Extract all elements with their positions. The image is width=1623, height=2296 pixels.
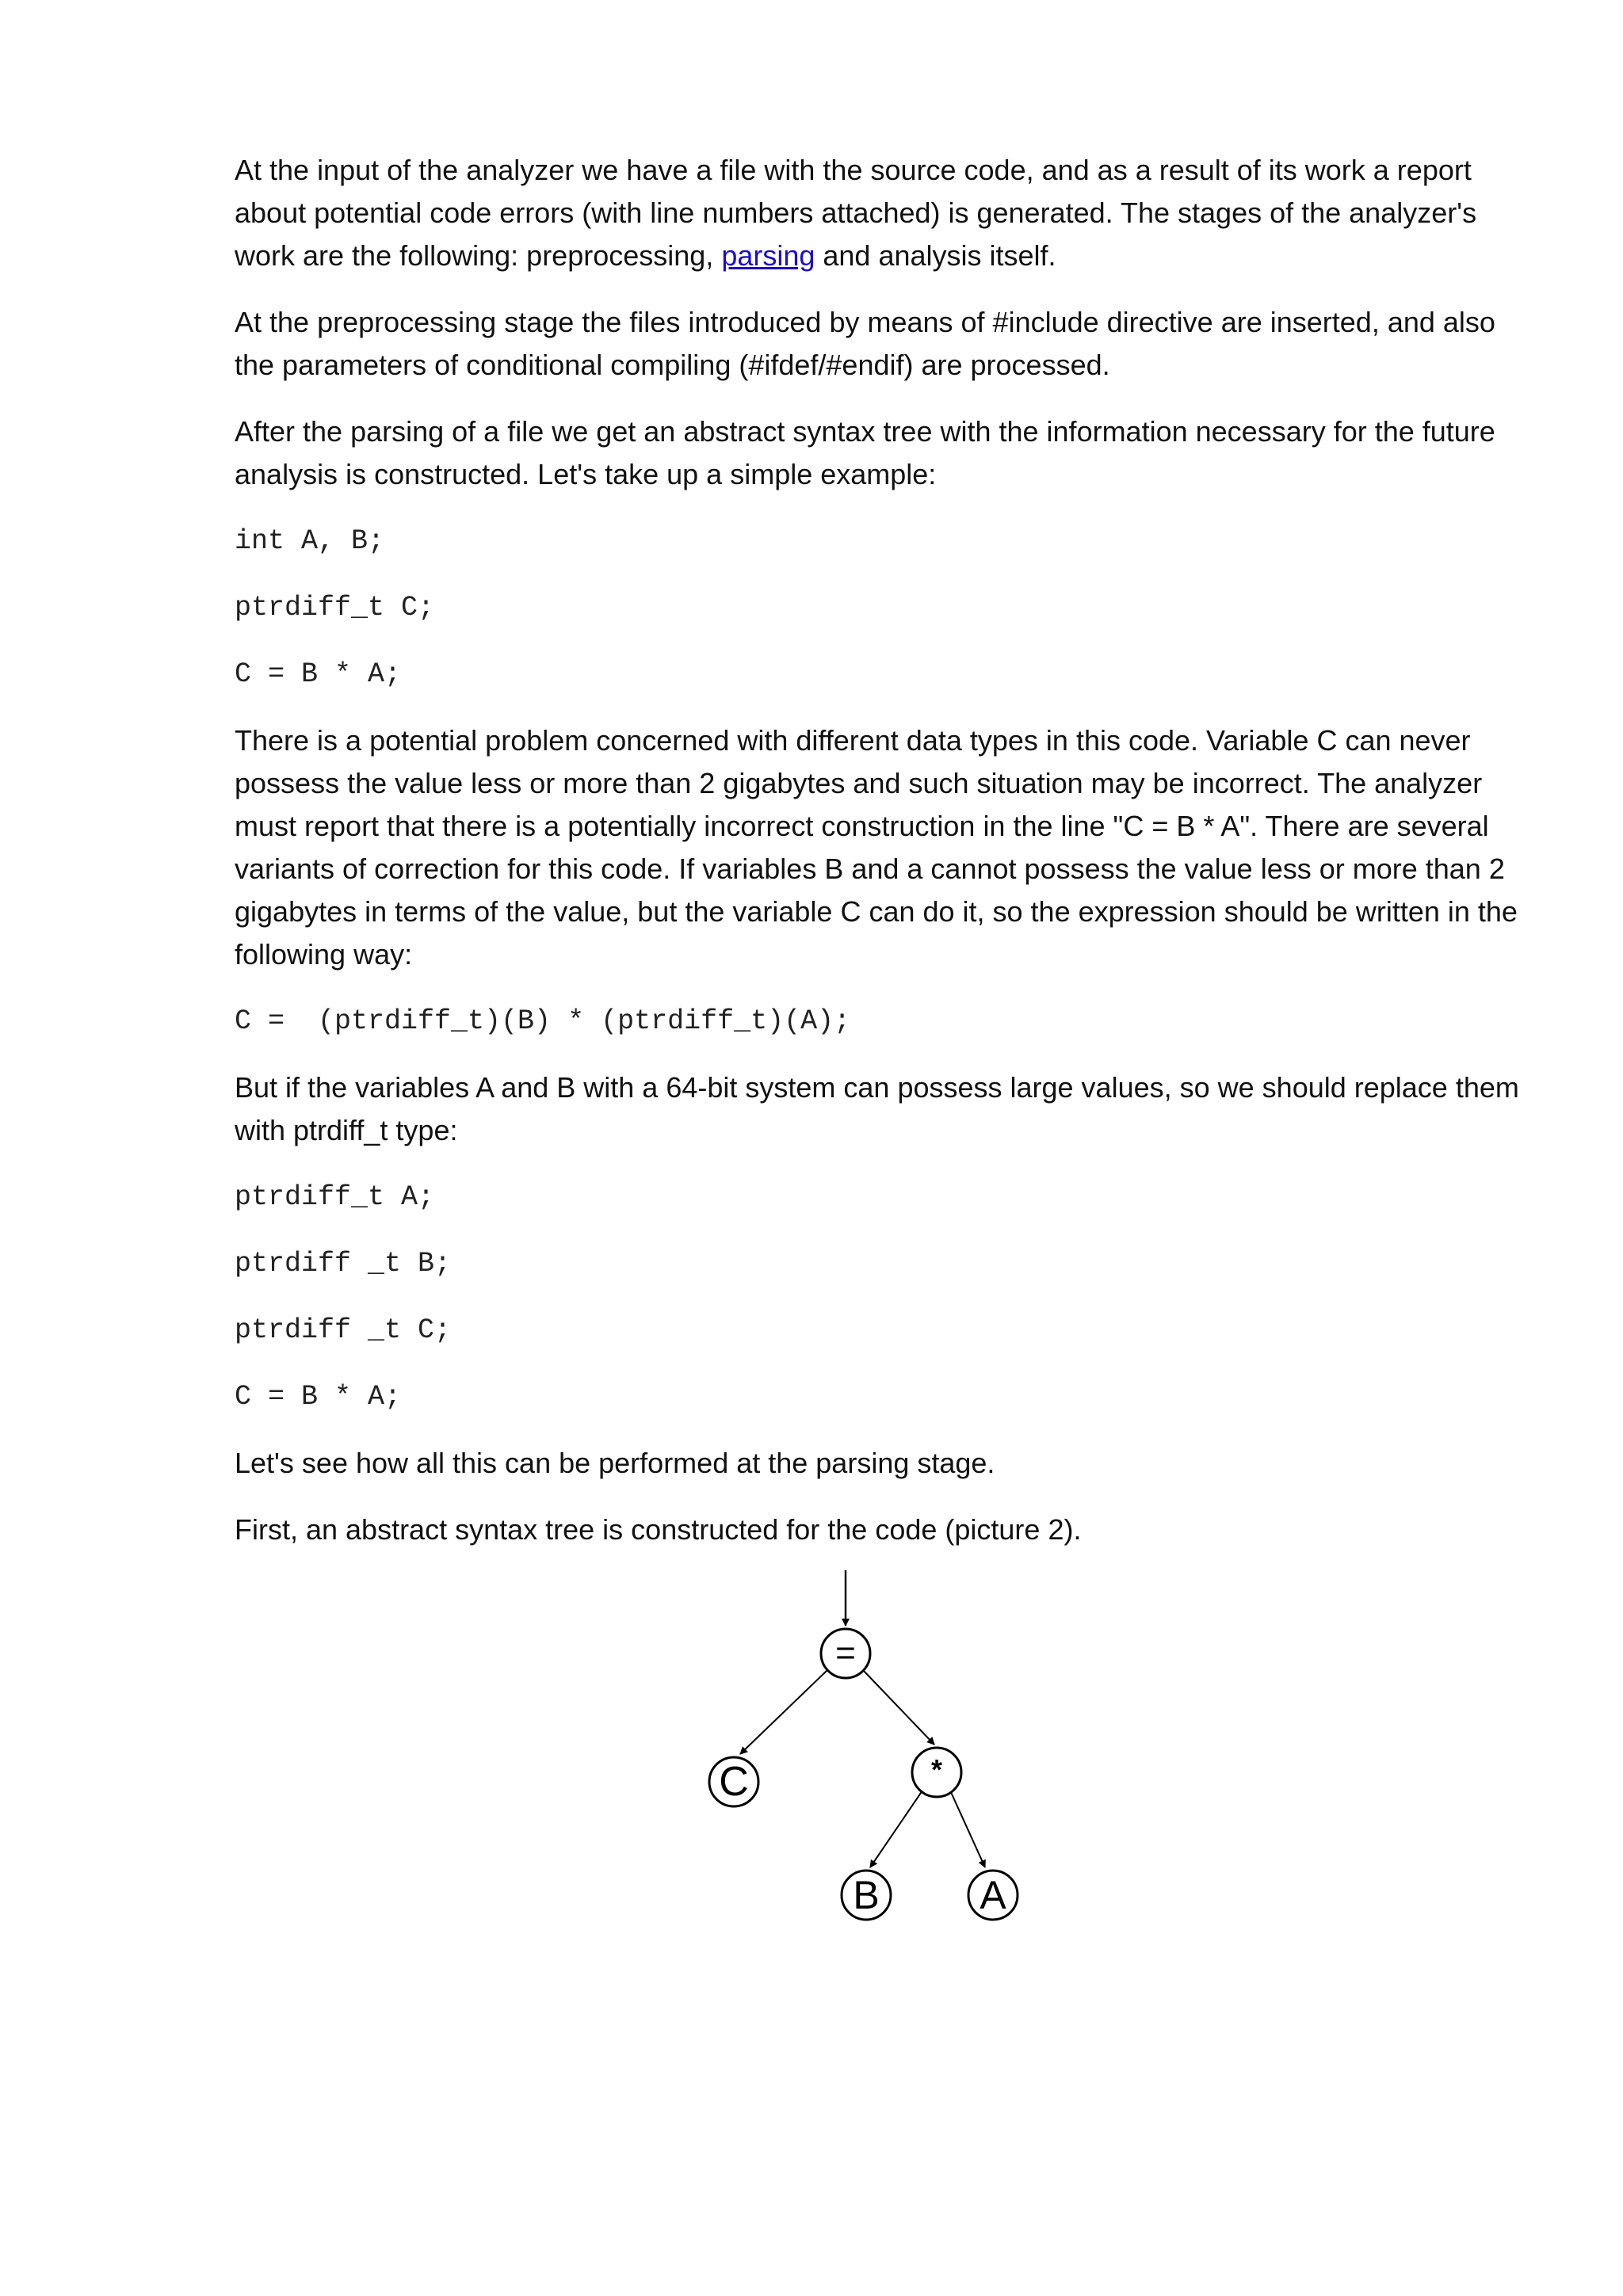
- code-line: int A, B;: [235, 525, 385, 557]
- document-body: [235, 149, 1534, 1575]
- tree-node-root-label: =: [835, 1634, 856, 1672]
- paragraph-replace-types: But if the variables A and B with a 64-bit system can possess large values, so we should replace them with ptrdiff_t type:: [235, 1071, 1519, 1146]
- tree-node-c-label: C: [719, 1759, 749, 1805]
- edge-star-to-b: [870, 1791, 922, 1867]
- code-line: ptrdiff _t B;: [235, 1248, 452, 1280]
- edge-star-to-a: [950, 1791, 985, 1867]
- paragraph-problem: There is a potential problem concerned with different data types in this code. Variable C can never possess the value less or more than 2 gigabytes and such situation may be incorrect. The analyzer must report that there is a potentially incorrect construction in the line "C = B * A". There are several variants of correction for this code. If variables B and a cannot possess the value less or more than 2 gigabytes in terms of the value, but the variable C can do it, so the expression should be written in the following way:: [235, 724, 1518, 971]
- paragraph-preprocessing: At the preprocessing stage the files introduced by means of #include directive are inserted, and also the parameters of conditional compiling (#ifdef/#endif) are processed.: [235, 306, 1495, 381]
- tree-node-b: [842, 1871, 891, 1920]
- paragraph-intro-text: At the input of the analyzer we have a file with the source code, and as a result of its work a report about potential code errors (with line numbers attached) is generated. The stages of the analyzer's work are the following: preprocessing,: [235, 154, 1477, 272]
- code-line: C = (ptrdiff_t)(B) * (ptrdiff_t)(A);: [235, 1005, 851, 1037]
- code-line: ptrdiff_t C;: [235, 592, 435, 624]
- syntax-tree-figure: [682, 1559, 1070, 1955]
- code-line: ptrdiff_t A;: [235, 1181, 435, 1213]
- tree-node-root: [821, 1629, 870, 1678]
- paragraph-intro: [235, 149, 1534, 277]
- tree-node-b-label: B: [853, 1873, 880, 1917]
- edge-root-to-c: [740, 1670, 827, 1754]
- tree-node-star: [912, 1748, 961, 1797]
- tree-node-a: [968, 1871, 1018, 1920]
- syntax-tree-diagram: [682, 1559, 1070, 1955]
- tree-node-c: [709, 1757, 758, 1806]
- tree-node-a-label: A: [980, 1873, 1006, 1917]
- paragraph-syntax-tree: After the parsing of a file we get an abstract syntax tree with the information necessary for the future analysis is constructed. Let's take up a simple example:: [235, 415, 1495, 490]
- code-line: ptrdiff _t C;: [235, 1314, 452, 1346]
- paragraph-first-step: First, an abstract syntax tree is constructed for the code (picture 2).: [235, 1513, 1082, 1546]
- parsing-link[interactable]: parsing: [721, 239, 815, 272]
- edge-root-to-star: [863, 1670, 934, 1745]
- paragraph-intro-end: and analysis itself.: [815, 239, 1056, 272]
- paragraph-parsing-stage: Let's see how all this can be performed at the parsing stage.: [235, 1447, 995, 1479]
- code-line: C = B * A;: [235, 1381, 402, 1413]
- code-line: C = B * A;: [235, 658, 402, 690]
- tree-node-star-label: *: [930, 1753, 943, 1786]
